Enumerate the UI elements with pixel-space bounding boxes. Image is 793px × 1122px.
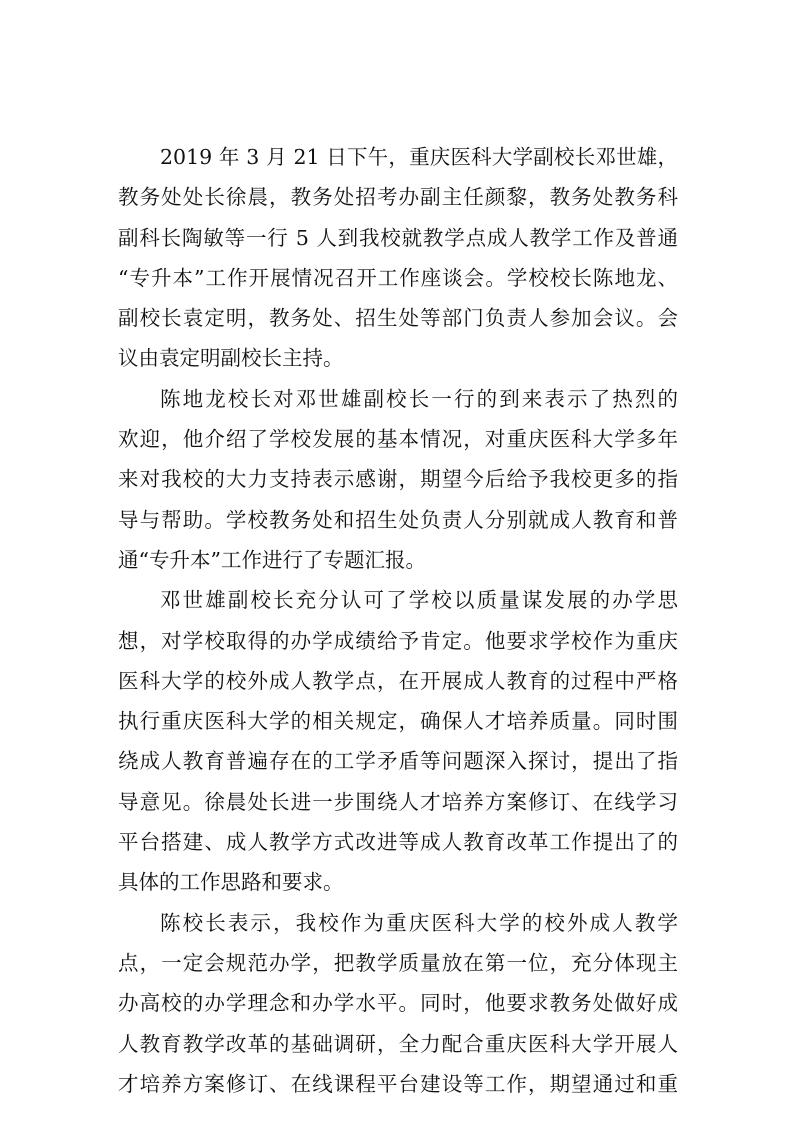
paragraph-line: 点，一定会规范办学，把教学质量放在第一位，充分体现主 [118, 950, 678, 975]
paragraph-line: 导意见。徐晨处长进一步围绕人才培养方案修订、在线学习 [118, 789, 678, 814]
paragraph-line: 陈校长表示，我校作为重庆医科大学的校外成人教学 [160, 910, 678, 935]
paragraph-line: 平台搭建、成人教学方式改进等成人教育改革工作提出了的 [118, 830, 678, 855]
paragraph-line: 欢迎，他介绍了学校发展的基本情况，对重庆医科大学多年 [118, 427, 678, 452]
paragraph-line: 2019 年 3 月 21 日下午，重庆医科大学副校长邓世雄， [160, 145, 678, 169]
paragraph-2 [118, 379, 678, 580]
paragraph-line: 办高校的办学理念和办学水平。同时，他要求教务处做好成 [118, 991, 678, 1016]
article-body [118, 137, 678, 1104]
paragraph-line: 想，对学校取得的办学成绩给予肯定。他要求学校作为重庆 [118, 628, 678, 653]
paragraph-line: 执行重庆医科大学的相关规定，确保人才培养质量。同时围 [118, 709, 678, 734]
paragraph-line: 陈地龙校长对邓世雄副校长一行的到来表示了热烈的 [160, 386, 678, 411]
paragraph-line: 才培养方案修订、在线课程平台建设等工作，期望通过和重 [118, 1071, 678, 1096]
paragraph-1 [118, 137, 678, 379]
paragraph-line: 通“专升本”工作进行了专题汇报。 [118, 547, 426, 572]
paragraph-line: 人教育教学改革的基础调研，全力配合重庆医科大学开展人 [118, 1031, 678, 1056]
paragraph-line: 来对我校的大力支持表示感谢，期望今后给予我校更多的指 [118, 467, 678, 492]
paragraph-line: 邓世雄副校长充分认可了学校以质量谋发展的办学思 [160, 588, 678, 613]
paragraph-3 [118, 580, 678, 902]
paragraph-4 [118, 903, 678, 1104]
paragraph-line: 议由袁定明副校长主持。 [118, 346, 344, 371]
paragraph-line: 副科长陶敏等一行 5 人到我校就教学点成人教学工作及普通 [118, 225, 678, 250]
paragraph-line: 副校长袁定明，教务处、招生处等部门负责人参加会议。会 [118, 306, 678, 331]
paragraph-line: 具体的工作思路和要求。 [118, 870, 344, 895]
paragraph-line: 教务处处长徐晨，教务处招考办副主任颜黎，教务处教务科 [118, 185, 678, 210]
paragraph-line: 医科大学的校外成人教学点，在开展成人教育的过程中严格 [118, 668, 678, 693]
paragraph-line: 导与帮助。学校教务处和招生处负责人分别就成人教育和普 [118, 507, 678, 532]
paragraph-line: 绕成人教育普遍存在的工学矛盾等问题深入探讨，提出了指 [118, 749, 678, 774]
paragraph-line: “专升本”工作开展情况召开工作座谈会。学校校长陈地龙、 [118, 265, 678, 290]
